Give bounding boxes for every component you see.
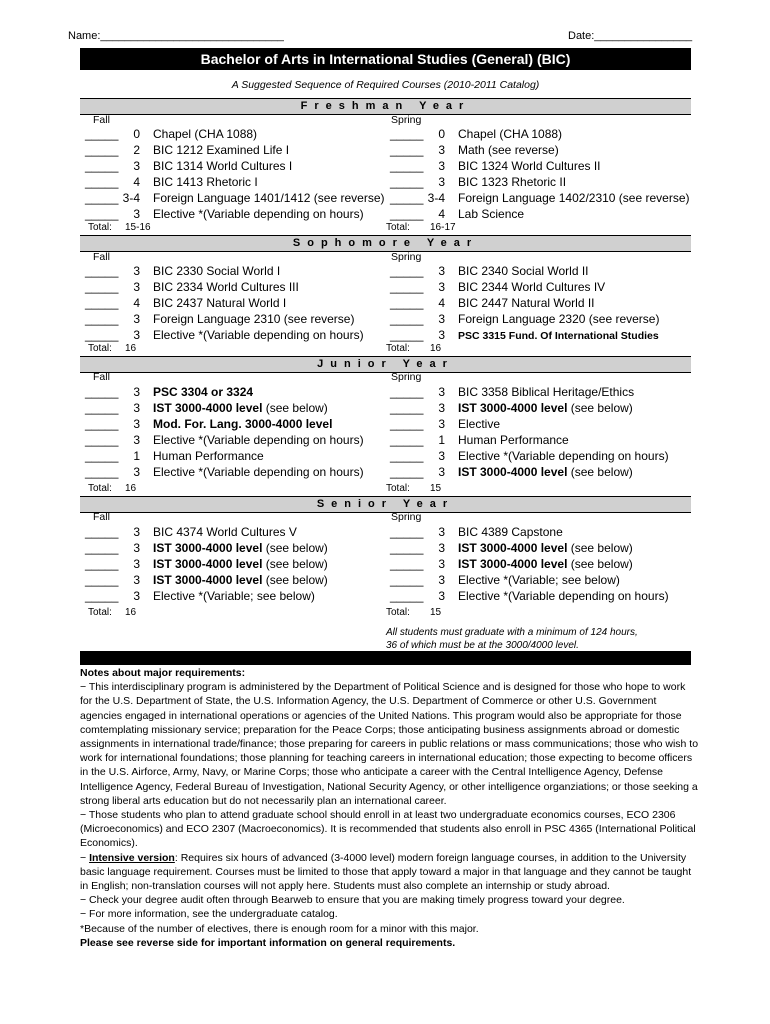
page-subtitle: A Suggested Sequence of Required Courses (2010-2011 Catalog)	[231, 79, 540, 91]
fall-total-label: Total:	[88, 483, 112, 494]
course-row	[80, 207, 691, 223]
credit-hours: 3-4	[122, 191, 140, 205]
grade-blank[interactable]: _____	[390, 525, 424, 539]
course-row	[80, 541, 691, 557]
credit-hours: 4	[133, 175, 140, 189]
spring-total-value: 16	[430, 343, 442, 354]
fall-total-label: Total:	[88, 607, 112, 618]
fall-total-value: 16	[125, 343, 137, 354]
course-title: BIC 1212 Examined Life I	[153, 143, 290, 157]
course-title: IST 3000-4000 level	[458, 465, 568, 479]
course-name	[458, 280, 691, 294]
note-graduate-school: − Those students who plan to attend graduate school should enroll in at least two undergraduate economics courses, ECO 2306 (Microeconomics) and ECO 2307 (Macroeconomics). It is recommended that students also enroll in PSC 4365 (International Political Economics).	[80, 809, 696, 850]
course-title: Chapel (CHA 1088)	[458, 127, 563, 141]
spring-total-label: Total:	[386, 607, 410, 618]
term-labels	[80, 371, 691, 384]
note-degree-audit: − Check your degree audit often through Bearweb to ensure that you are making timely progress toward your degree.	[80, 894, 625, 907]
course-note: (see below)	[262, 557, 328, 571]
course-row	[80, 449, 691, 465]
course-title: PSC 3304 or 3324	[153, 385, 254, 399]
course-title: Elective *(Variable depending on hours)	[153, 465, 364, 479]
course-row	[80, 433, 691, 449]
fall-label: Fall	[93, 371, 110, 383]
course-name	[458, 328, 691, 342]
intensive-version-text: : Requires six hours of advanced (3-4000 level) modern foreign language courses, in addition to the University basic language requirement. Courses must be limited to those that apply toward a major in that language and they cannot be taught in English; non-translation courses will not apply here. Students must also complete an internship or study abroad.	[80, 851, 692, 893]
term-totals	[80, 222, 691, 234]
course-title: BIC 2344 World Cultures IV	[458, 280, 606, 294]
course-title: IST 3000-4000 level	[153, 541, 263, 555]
grade-blank[interactable]: _____	[390, 127, 424, 141]
course-title: Human Performance	[458, 433, 569, 447]
credit-hours: 3	[438, 385, 445, 399]
credit-hours: 1	[438, 433, 445, 447]
grade-blank[interactable]: _____	[390, 312, 424, 326]
course-title: IST 3000-4000 level	[458, 541, 568, 555]
course-title: Elective *(Variable depending on hours)	[458, 449, 669, 463]
credit-hours: 3	[133, 159, 140, 173]
course-name	[458, 385, 691, 399]
fall-total-value: 16	[125, 483, 137, 494]
graduation-footnote	[386, 626, 638, 652]
major-notes	[80, 666, 700, 950]
grade-blank[interactable]: _____	[85, 385, 119, 399]
term-labels	[80, 511, 691, 524]
term-totals	[80, 343, 691, 355]
course-row	[80, 401, 691, 417]
fall-total-value: 16	[125, 607, 137, 618]
grade-blank[interactable]: _____	[85, 159, 119, 173]
grade-blank[interactable]: _____	[390, 143, 424, 157]
credit-hours: 3	[133, 525, 140, 539]
note-intensive-version	[80, 851, 700, 894]
grade-blank[interactable]: _____	[390, 296, 424, 310]
course-title: BIC 2340 Social World II	[458, 264, 589, 278]
grade-blank[interactable]: _____	[390, 433, 424, 447]
spring-course-list	[80, 385, 691, 481]
term-totals	[80, 483, 691, 495]
credit-hours: 3	[438, 449, 445, 463]
grade-blank[interactable]: _____	[85, 525, 119, 539]
grade-blank[interactable]: _____	[85, 280, 119, 294]
grade-blank[interactable]: _____	[85, 328, 119, 342]
credit-hours: 3	[438, 143, 445, 157]
course-title: Foreign Language 1402/2310 (see reverse)	[458, 191, 690, 205]
term-labels	[80, 251, 691, 264]
grade-blank[interactable]: _____	[85, 449, 119, 463]
credit-hours: 3	[438, 328, 445, 342]
name-field-label: Name:______________________________	[68, 30, 284, 42]
course-name	[458, 417, 691, 431]
course-title: IST 3000-4000 level	[153, 401, 263, 415]
grade-blank[interactable]: _____	[390, 449, 424, 463]
course-title: Math (see reverse)	[458, 143, 559, 157]
course-name	[458, 573, 691, 587]
credit-hours: 3	[133, 465, 140, 479]
footnote-line-1: All students must graduate with a minimum of 124 hours,	[386, 627, 638, 638]
course-title: Foreign Language 2320 (see reverse)	[458, 312, 660, 326]
note-catalog: − For more information, see the undergraduate catalog.	[80, 908, 338, 921]
course-title: BIC 4389 Capstone	[458, 525, 563, 539]
year-heading: Freshman Year	[80, 98, 691, 115]
course-title: BIC 4374 World Cultures V	[153, 525, 297, 539]
fall-total-label: Total:	[88, 343, 112, 354]
course-title: IST 3000-4000 level	[458, 557, 568, 571]
credit-hours: 1	[133, 449, 140, 463]
credit-hours: 3	[133, 312, 140, 326]
credit-hours: 3	[133, 207, 140, 221]
credit-hours: 3	[438, 312, 445, 326]
course-title: BIC 1413 Rhetoric I	[153, 175, 258, 189]
grade-blank[interactable]: _____	[85, 433, 119, 447]
course-title: BIC 2334 World Cultures III	[153, 280, 299, 294]
credit-hours: 3	[133, 328, 140, 342]
fall-label: Fall	[93, 114, 110, 126]
course-row	[80, 143, 691, 159]
course-name	[458, 541, 691, 555]
credit-hours: 3	[133, 541, 140, 555]
spring-total-label: Total:	[386, 343, 410, 354]
footnote-line-2: 36 of which must be at the 3000/4000 level.	[386, 640, 579, 651]
credit-hours: 3	[133, 417, 140, 431]
course-row	[80, 385, 691, 401]
grade-blank[interactable]: _____	[85, 589, 119, 603]
credit-hours: 3	[438, 589, 445, 603]
course-name	[458, 589, 691, 603]
page-title: Bachelor of Arts in International Studies (General) (BIC)	[80, 48, 691, 70]
credit-hours: 3	[438, 175, 445, 189]
grade-blank[interactable]: _____	[390, 401, 424, 415]
course-row	[80, 557, 691, 573]
credit-hours: 3	[133, 385, 140, 399]
credit-hours: 3	[133, 573, 140, 587]
course-title: BIC 1314 World Cultures I	[153, 159, 293, 173]
course-name	[458, 557, 691, 571]
spring-course-list	[80, 127, 691, 223]
grade-blank[interactable]: _____	[85, 557, 119, 571]
course-title: Foreign Language 2310 (see reverse)	[153, 312, 355, 326]
grade-blank[interactable]: _____	[390, 385, 424, 399]
course-name	[458, 191, 691, 205]
credit-hours: 3	[438, 573, 445, 587]
course-title: Human Performance	[153, 449, 264, 463]
spring-course-list	[80, 525, 691, 605]
spring-total-value: 16-17	[430, 222, 456, 233]
grade-blank[interactable]: _____	[390, 328, 424, 342]
note-program-description: − This interdisciplinary program is administered by the Department of Political Science and is designed for those who hope to work for the U.S. Department of State, the U.S. Information Agency, the U.S. Department of Commerce or other U.S. Government agencies engaged in international operations or agencies of the United Nations. This program would also be appropriate for those comtemplating missionary service; preparation for the Peace Corps; those anticipating business assignments abroad or domestic assignments in international trade/finance; those preparing for careers in public relations or mass communications; those who wish to work for international foundations; those planning for teaching careers in international education; those expecting to become officers in the U.S. Airforce, Army, Navy, or Marine Corps; those who anticipate a career with the Central Intelligence Agency, Defense Intelligence Agency, Federal Bureau of Investigation, National Security Agency, or other intelligence organziations; or those seeking a strong liberal arts education but do not necessarily plan an international career.	[80, 681, 699, 807]
grade-blank[interactable]: _____	[390, 417, 424, 431]
course-name	[458, 449, 691, 463]
credit-hours: 3	[438, 401, 445, 415]
grade-blank[interactable]: _____	[390, 541, 424, 555]
spring-label: Spring	[391, 371, 422, 383]
course-name	[458, 465, 691, 479]
course-title: BIC 1323 Rhetoric II	[458, 175, 567, 189]
year-heading: Junior Year	[80, 356, 691, 373]
grade-blank[interactable]: _____	[85, 541, 119, 555]
credit-hours: 4	[438, 207, 445, 221]
course-title: PSC 3315 Fund. Of International Studies	[458, 330, 659, 342]
credit-hours: 0	[438, 127, 445, 141]
note-minor: *Because of the number of electives, there is enough room for a minor with this major.	[80, 922, 479, 935]
fall-label: Fall	[93, 251, 110, 263]
spring-total-label: Total:	[386, 483, 410, 494]
date-field-label: Date:________________	[568, 30, 693, 42]
spring-label: Spring	[391, 251, 422, 263]
course-title: Chapel (CHA 1088)	[153, 127, 258, 141]
course-name	[458, 207, 691, 221]
spring-total-label: Total:	[386, 222, 410, 233]
credit-hours: 0	[133, 127, 140, 141]
course-row	[80, 127, 691, 143]
course-note: (see below)	[262, 401, 328, 415]
course-name	[458, 525, 691, 539]
grade-blank[interactable]: _____	[85, 465, 119, 479]
course-title: Lab Science	[458, 207, 525, 221]
course-name	[458, 401, 691, 415]
course-row	[80, 465, 691, 481]
fall-total-value: 15-16	[125, 222, 151, 233]
course-row	[80, 589, 691, 605]
spring-total-value: 15	[430, 607, 442, 618]
credit-hours: 3	[133, 589, 140, 603]
course-title: BIC 2447 Natural World II	[458, 296, 595, 310]
course-name	[458, 143, 691, 157]
credit-hours: 3	[438, 557, 445, 571]
grade-blank[interactable]: _____	[390, 207, 424, 221]
course-title: Elective *(Variable depending on hours)	[153, 433, 364, 447]
spring-label: Spring	[391, 114, 422, 126]
section-divider	[80, 651, 691, 665]
credit-hours: 3	[133, 433, 140, 447]
credit-hours: 3	[133, 401, 140, 415]
course-title: Elective *(Variable depending on hours)	[153, 207, 364, 221]
course-note: (see below)	[567, 401, 633, 415]
course-row	[80, 175, 691, 191]
credit-hours: 3	[438, 541, 445, 555]
credit-hours: 3-4	[427, 191, 445, 205]
grade-blank[interactable]: _____	[390, 573, 424, 587]
grade-blank[interactable]: _____	[85, 296, 119, 310]
course-title: Elective *(Variable depending on hours)	[458, 589, 669, 603]
fall-label: Fall	[93, 511, 110, 523]
course-title: IST 3000-4000 level	[153, 557, 263, 571]
grade-blank[interactable]: _____	[390, 159, 424, 173]
grade-blank[interactable]: _____	[85, 417, 119, 431]
credit-hours: 2	[133, 143, 140, 157]
year-heading: Senior Year	[80, 496, 691, 513]
notes-heading: Notes about major requirements:	[80, 667, 246, 679]
grade-blank[interactable]: _____	[390, 465, 424, 479]
grade-blank[interactable]: _____	[390, 175, 424, 189]
course-row	[80, 159, 691, 175]
credit-hours: 4	[438, 296, 445, 310]
course-row	[80, 264, 691, 280]
course-name	[458, 159, 691, 173]
term-labels	[80, 114, 691, 127]
course-title: Foreign Language 1401/1412 (see reverse)	[153, 191, 385, 205]
grade-blank[interactable]: _____	[85, 175, 119, 189]
spring-label: Spring	[391, 511, 422, 523]
course-name	[458, 127, 691, 141]
course-row	[80, 573, 691, 589]
course-note: (see below)	[567, 465, 633, 479]
grade-blank[interactable]: _____	[85, 127, 119, 141]
course-name	[458, 433, 691, 447]
grade-blank[interactable]: _____	[390, 589, 424, 603]
course-name	[458, 175, 691, 189]
credit-hours: 3	[438, 280, 445, 294]
course-note: (see below)	[567, 541, 633, 555]
grade-blank[interactable]: _____	[390, 191, 424, 205]
spring-course-list	[80, 264, 691, 344]
grade-blank[interactable]: _____	[85, 573, 119, 587]
year-heading: Sophomore Year	[80, 235, 691, 252]
course-row	[80, 191, 691, 207]
grade-blank[interactable]: _____	[85, 264, 119, 278]
grade-blank[interactable]: _____	[390, 280, 424, 294]
course-title: Elective	[458, 417, 501, 431]
grade-blank[interactable]: _____	[85, 143, 119, 157]
course-row	[80, 525, 691, 541]
course-name	[458, 312, 691, 326]
course-note: (see below)	[262, 573, 328, 587]
course-title: Mod. For. Lang. 3000-4000 level	[153, 417, 333, 431]
credit-hours: 3	[438, 417, 445, 431]
course-note: (see below)	[567, 557, 633, 571]
course-row	[80, 328, 691, 344]
credit-hours: 3	[438, 465, 445, 479]
grade-blank[interactable]: _____	[390, 557, 424, 571]
course-title: Elective *(Variable; see below)	[458, 573, 620, 587]
credit-hours: 3	[133, 557, 140, 571]
intensive-version-label: Intensive version	[89, 851, 175, 864]
course-name	[458, 264, 691, 278]
course-name	[458, 296, 691, 310]
term-totals	[80, 607, 691, 619]
credit-hours: 3	[438, 264, 445, 278]
grade-blank[interactable]: _____	[85, 207, 119, 221]
credit-hours: 3	[438, 159, 445, 173]
course-title: IST 3000-4000 level	[153, 573, 263, 587]
credit-hours: 3	[438, 525, 445, 539]
grade-blank[interactable]: _____	[85, 401, 119, 415]
course-title: Elective *(Variable; see below)	[153, 589, 315, 603]
grade-blank[interactable]: _____	[390, 264, 424, 278]
course-title: IST 3000-4000 level	[458, 401, 568, 415]
course-row	[80, 296, 691, 312]
grade-blank[interactable]: _____	[85, 191, 119, 205]
spring-total-value: 15	[430, 483, 442, 494]
course-title: BIC 1324 World Cultures II	[458, 159, 601, 173]
course-title: BIC 2437 Natural World I	[153, 296, 287, 310]
credit-hours: 3	[133, 264, 140, 278]
note-reverse-side: Please see reverse side for important information on general requirements.	[80, 936, 456, 949]
fall-total-label: Total:	[88, 222, 112, 233]
note-bullet: −	[80, 851, 90, 864]
credit-hours: 3	[133, 280, 140, 294]
course-row	[80, 280, 691, 296]
grade-blank[interactable]: _____	[85, 312, 119, 326]
course-row	[80, 312, 691, 328]
credit-hours: 4	[133, 296, 140, 310]
course-note: (see below)	[262, 541, 328, 555]
course-title: Elective *(Variable depending on hours)	[153, 328, 364, 342]
course-row	[80, 417, 691, 433]
course-title: BIC 3358 Biblical Heritage/Ethics	[458, 385, 635, 399]
course-title: BIC 2330 Social World I	[153, 264, 281, 278]
